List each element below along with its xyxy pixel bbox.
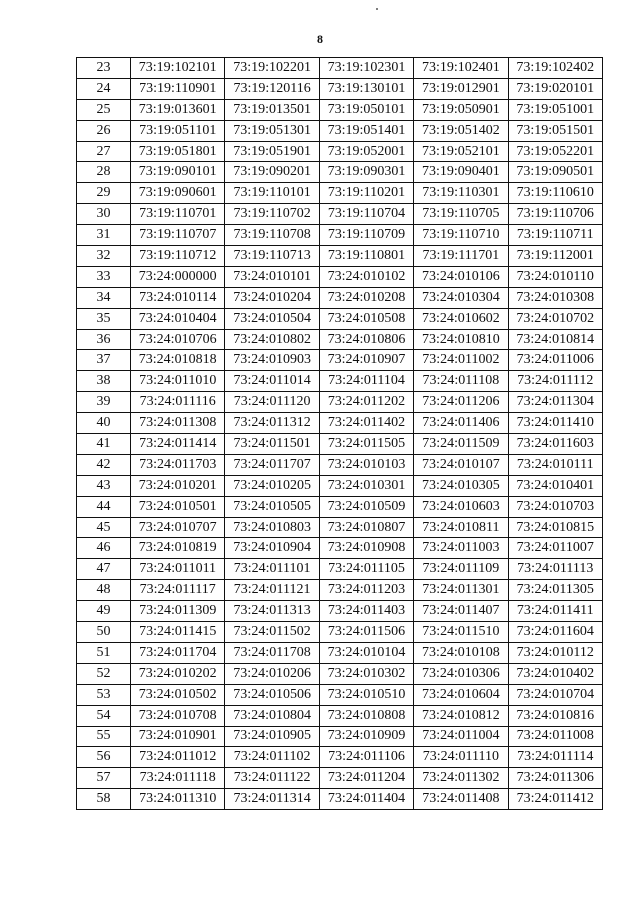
cadastral-code-cell: 73:24:010818 xyxy=(131,350,225,371)
cadastral-code-cell: 73:24:010703 xyxy=(508,496,602,517)
cadastral-code-cell: 73:24:010704 xyxy=(508,684,602,705)
cadastral-code-cell: 73:19:110704 xyxy=(319,204,413,225)
cadastral-code-cell: 73:24:011306 xyxy=(508,768,602,789)
cadastral-code-cell: 73:24:010302 xyxy=(319,663,413,684)
table-row xyxy=(77,225,603,246)
row-number-cell: 53 xyxy=(77,684,131,705)
row-number-cell: 23 xyxy=(77,58,131,79)
cadastral-code-cell: 73:24:011414 xyxy=(131,434,225,455)
table-row xyxy=(77,266,603,287)
cadastral-code-cell: 73:19:090401 xyxy=(414,162,508,183)
cadastral-code-cell: 73:24:010504 xyxy=(225,308,319,329)
cadastral-code-cell: 73:24:011703 xyxy=(131,454,225,475)
cadastral-code-cell: 73:24:011707 xyxy=(225,454,319,475)
table-row xyxy=(77,329,603,350)
table-row xyxy=(77,684,603,705)
table-row xyxy=(77,287,603,308)
cadastral-code-cell: 73:19:110901 xyxy=(131,78,225,99)
cadastral-code-cell: 73:19:051901 xyxy=(225,141,319,162)
row-number-cell: 27 xyxy=(77,141,131,162)
cadastral-code-cell: 73:19:051101 xyxy=(131,120,225,141)
cadastral-code-cell: 73:24:011603 xyxy=(508,434,602,455)
cadastral-code-cell: 73:19:090101 xyxy=(131,162,225,183)
cadastral-code-cell: 73:24:010907 xyxy=(319,350,413,371)
cadastral-code-cell: 73:24:011101 xyxy=(225,559,319,580)
cadastral-code-cell: 73:24:010812 xyxy=(414,705,508,726)
cadastral-code-cell: 73:19:110610 xyxy=(508,183,602,204)
cadastral-code-cell: 73:24:011004 xyxy=(414,726,508,747)
row-number-cell: 34 xyxy=(77,287,131,308)
table-row xyxy=(77,768,603,789)
cadastral-code-cell: 73:24:011008 xyxy=(508,726,602,747)
table-row xyxy=(77,517,603,538)
cadastral-code-cell: 73:24:011412 xyxy=(508,789,602,810)
cadastral-code-cell: 73:24:010904 xyxy=(225,538,319,559)
cadastral-code-cell: 73:24:010205 xyxy=(225,475,319,496)
row-number-cell: 32 xyxy=(77,246,131,267)
cadastral-code-cell: 73:19:102101 xyxy=(131,58,225,79)
cadastral-code-cell: 73:24:011202 xyxy=(319,392,413,413)
cadastral-code-cell: 73:24:010104 xyxy=(319,642,413,663)
cadastral-code-cell: 73:24:010903 xyxy=(225,350,319,371)
cadastral-code-cell: 73:24:010604 xyxy=(414,684,508,705)
cadastral-code-cell: 73:24:010905 xyxy=(225,726,319,747)
table-row xyxy=(77,454,603,475)
cadastral-code-cell: 73:24:011314 xyxy=(225,789,319,810)
cadastral-code-cell: 73:24:010301 xyxy=(319,475,413,496)
row-number-cell: 28 xyxy=(77,162,131,183)
cadastral-code-cell: 73:24:010110 xyxy=(508,266,602,287)
cadastral-code-cell: 73:24:011505 xyxy=(319,434,413,455)
cadastral-code-cell: 73:24:010306 xyxy=(414,663,508,684)
table-row xyxy=(77,475,603,496)
cadastral-code-cell: 73:24:011415 xyxy=(131,622,225,643)
cadastral-code-cell: 73:19:050901 xyxy=(414,99,508,120)
cadastral-code-cell: 73:24:010706 xyxy=(131,329,225,350)
cadastral-code-cell: 73:19:051501 xyxy=(508,120,602,141)
cadastral-code-cell: 73:24:011509 xyxy=(414,434,508,455)
cadastral-code-cell: 73:24:010308 xyxy=(508,287,602,308)
cadastral-code-cell: 73:24:010909 xyxy=(319,726,413,747)
cadastral-code-cell: 73:24:010505 xyxy=(225,496,319,517)
cadastral-code-cell: 73:24:010402 xyxy=(508,663,602,684)
cadastral-code-cell: 73:24:011407 xyxy=(414,601,508,622)
cadastral-code-cell: 73:24:011313 xyxy=(225,601,319,622)
table-row xyxy=(77,308,603,329)
cadastral-code-cell: 73:19:052101 xyxy=(414,141,508,162)
cadastral-code-cell: 73:24:010202 xyxy=(131,663,225,684)
cadastral-code-cell: 73:19:110201 xyxy=(319,183,413,204)
cadastral-code-cell: 73:19:110710 xyxy=(414,225,508,246)
cadastral-code-cell: 73:19:112001 xyxy=(508,246,602,267)
cadastral-code-cell: 73:24:010807 xyxy=(319,517,413,538)
row-number-cell: 57 xyxy=(77,768,131,789)
cadastral-code-cell: 73:24:011301 xyxy=(414,580,508,601)
cadastral-code-cell: 73:19:013501 xyxy=(225,99,319,120)
cadastral-code-cell: 73:24:011122 xyxy=(225,768,319,789)
cadastral-code-cell: 73:19:110707 xyxy=(131,225,225,246)
table-row xyxy=(77,183,603,204)
table-row xyxy=(77,559,603,580)
cadastral-code-cell: 73:19:102301 xyxy=(319,58,413,79)
row-number-cell: 33 xyxy=(77,266,131,287)
row-number-cell: 29 xyxy=(77,183,131,204)
cadastral-code-cell: 73:24:011310 xyxy=(131,789,225,810)
cadastral-code-cell: 73:24:011109 xyxy=(414,559,508,580)
row-number-cell: 44 xyxy=(77,496,131,517)
cadastral-code-cell: 73:24:010206 xyxy=(225,663,319,684)
row-number-cell: 31 xyxy=(77,225,131,246)
cadastral-code-cell: 73:24:010707 xyxy=(131,517,225,538)
cadastral-code-cell: 73:24:011118 xyxy=(131,768,225,789)
row-number-cell: 46 xyxy=(77,538,131,559)
cadastral-code-cell: 73:24:011502 xyxy=(225,622,319,643)
cadastral-code-cell: 73:24:011102 xyxy=(225,747,319,768)
cadastral-code-cell: 73:24:011110 xyxy=(414,747,508,768)
row-number-cell: 55 xyxy=(77,726,131,747)
table-row xyxy=(77,726,603,747)
cadastral-code-cell: 73:24:011006 xyxy=(508,350,602,371)
row-number-cell: 30 xyxy=(77,204,131,225)
cadastral-code-cell: 73:24:011403 xyxy=(319,601,413,622)
cadastral-code-cell: 73:24:011007 xyxy=(508,538,602,559)
cadastral-code-cell: 73:24:011305 xyxy=(508,580,602,601)
cadastral-code-cell: 73:24:011404 xyxy=(319,789,413,810)
cadastral-code-cell: 73:24:011116 xyxy=(131,392,225,413)
cadastral-code-cell: 73:24:011120 xyxy=(225,392,319,413)
table-row xyxy=(77,371,603,392)
cadastral-code-cell: 73:24:010816 xyxy=(508,705,602,726)
cadastral-code-cell: 73:24:010804 xyxy=(225,705,319,726)
cadastral-code-cell: 73:19:050101 xyxy=(319,99,413,120)
cadastral-code-cell: 73:24:011112 xyxy=(508,371,602,392)
cadastral-code-cell: 73:24:010702 xyxy=(508,308,602,329)
table-row xyxy=(77,434,603,455)
row-number-cell: 41 xyxy=(77,434,131,455)
cadastral-code-cell: 73:24:010814 xyxy=(508,329,602,350)
cadastral-code-cell: 73:24:010106 xyxy=(414,266,508,287)
row-number-cell: 48 xyxy=(77,580,131,601)
cadastral-code-cell: 73:24:010401 xyxy=(508,475,602,496)
cadastral-code-cell: 73:24:010501 xyxy=(131,496,225,517)
cadastral-code-cell: 73:24:011604 xyxy=(508,622,602,643)
cadastral-code-cell: 73:19:051402 xyxy=(414,120,508,141)
table-row xyxy=(77,705,603,726)
cadastral-code-cell: 73:24:011312 xyxy=(225,413,319,434)
cadastral-code-cell: 73:24:010602 xyxy=(414,308,508,329)
cadastral-code-cell: 73:24:010803 xyxy=(225,517,319,538)
cadastral-code-cell: 73:19:090201 xyxy=(225,162,319,183)
table-row xyxy=(77,78,603,99)
cadastral-code-cell: 73:19:120116 xyxy=(225,78,319,99)
cadastral-code-cell: 73:19:051301 xyxy=(225,120,319,141)
table-row xyxy=(77,622,603,643)
cadastral-code-cell: 73:24:010208 xyxy=(319,287,413,308)
cadastral-code-cell: 73:24:011106 xyxy=(319,747,413,768)
cadastral-code-cell: 73:19:110709 xyxy=(319,225,413,246)
cadastral-code-cell: 73:24:010502 xyxy=(131,684,225,705)
cadastral-code-cell: 73:19:012901 xyxy=(414,78,508,99)
cadastral-code-cell: 73:24:010509 xyxy=(319,496,413,517)
cadastral-code-cell: 73:24:011204 xyxy=(319,768,413,789)
cadastral-code-cell: 73:24:000000 xyxy=(131,266,225,287)
cadastral-code-cell: 73:24:011203 xyxy=(319,580,413,601)
cadastral-code-cell: 73:19:020101 xyxy=(508,78,602,99)
row-number-cell: 56 xyxy=(77,747,131,768)
row-number-cell: 50 xyxy=(77,622,131,643)
cadastral-code-cell: 73:19:102402 xyxy=(508,58,602,79)
cadastral-code-cell: 73:19:110711 xyxy=(508,225,602,246)
table-row xyxy=(77,789,603,810)
cadastral-code-cell: 73:24:010107 xyxy=(414,454,508,475)
table-row xyxy=(77,580,603,601)
cadastral-code-cell: 73:24:010802 xyxy=(225,329,319,350)
cadastral-code-cell: 73:24:011510 xyxy=(414,622,508,643)
cadastral-code-cell: 73:19:051001 xyxy=(508,99,602,120)
cadastral-code-cell: 73:24:011402 xyxy=(319,413,413,434)
cadastral-table xyxy=(76,57,603,810)
cadastral-code-cell: 73:24:010204 xyxy=(225,287,319,308)
cadastral-code-cell: 73:24:011411 xyxy=(508,601,602,622)
scan-speck xyxy=(376,8,378,10)
cadastral-code-cell: 73:24:011002 xyxy=(414,350,508,371)
cadastral-code-cell: 73:24:010810 xyxy=(414,329,508,350)
cadastral-code-cell: 73:19:110701 xyxy=(131,204,225,225)
table-row xyxy=(77,392,603,413)
cadastral-code-cell: 73:24:010806 xyxy=(319,329,413,350)
cadastral-code-cell: 73:19:090601 xyxy=(131,183,225,204)
cadastral-code-cell: 73:24:011014 xyxy=(225,371,319,392)
cadastral-code-cell: 73:19:102401 xyxy=(414,58,508,79)
cadastral-code-cell: 73:19:110712 xyxy=(131,246,225,267)
table-body xyxy=(77,58,603,810)
cadastral-code-cell: 73:19:130101 xyxy=(319,78,413,99)
cadastral-code-cell: 73:24:011108 xyxy=(414,371,508,392)
table-row xyxy=(77,538,603,559)
cadastral-code-cell: 73:24:011708 xyxy=(225,642,319,663)
cadastral-code-cell: 73:24:010103 xyxy=(319,454,413,475)
cadastral-code-cell: 73:24:011003 xyxy=(414,538,508,559)
cadastral-code-cell: 73:24:011104 xyxy=(319,371,413,392)
cadastral-code-cell: 73:24:011302 xyxy=(414,768,508,789)
table-row xyxy=(77,120,603,141)
cadastral-code-cell: 73:24:011501 xyxy=(225,434,319,455)
cadastral-code-cell: 73:24:010114 xyxy=(131,287,225,308)
cadastral-code-cell: 73:19:102201 xyxy=(225,58,319,79)
cadastral-code-cell: 73:24:010603 xyxy=(414,496,508,517)
cadastral-code-cell: 73:24:010404 xyxy=(131,308,225,329)
row-number-cell: 25 xyxy=(77,99,131,120)
cadastral-code-cell: 73:24:011304 xyxy=(508,392,602,413)
table-row xyxy=(77,601,603,622)
cadastral-code-cell: 73:19:110713 xyxy=(225,246,319,267)
table-row xyxy=(77,642,603,663)
table-row xyxy=(77,99,603,120)
row-number-cell: 45 xyxy=(77,517,131,538)
cadastral-code-cell: 73:24:010808 xyxy=(319,705,413,726)
cadastral-code-cell: 73:19:111701 xyxy=(414,246,508,267)
cadastral-code-cell: 73:24:010305 xyxy=(414,475,508,496)
row-number-cell: 54 xyxy=(77,705,131,726)
cadastral-code-cell: 73:24:010815 xyxy=(508,517,602,538)
row-number-cell: 47 xyxy=(77,559,131,580)
row-number-cell: 37 xyxy=(77,350,131,371)
cadastral-code-cell: 73:24:010108 xyxy=(414,642,508,663)
cadastral-code-cell: 73:24:010901 xyxy=(131,726,225,747)
cadastral-code-cell: 73:19:052201 xyxy=(508,141,602,162)
cadastral-code-cell: 73:24:011410 xyxy=(508,413,602,434)
cadastral-code-cell: 73:24:011011 xyxy=(131,559,225,580)
row-number-cell: 26 xyxy=(77,120,131,141)
table-row xyxy=(77,58,603,79)
page-number: 8 xyxy=(317,32,323,46)
cadastral-code-cell: 73:24:010510 xyxy=(319,684,413,705)
cadastral-code-cell: 73:19:110301 xyxy=(414,183,508,204)
row-number-cell: 58 xyxy=(77,789,131,810)
row-number-cell: 24 xyxy=(77,78,131,99)
row-number-cell: 49 xyxy=(77,601,131,622)
cadastral-code-cell: 73:24:011012 xyxy=(131,747,225,768)
row-number-cell: 42 xyxy=(77,454,131,475)
cadastral-code-cell: 73:24:010811 xyxy=(414,517,508,538)
cadastral-code-cell: 73:19:110708 xyxy=(225,225,319,246)
table-row xyxy=(77,350,603,371)
cadastral-code-cell: 73:24:010819 xyxy=(131,538,225,559)
cadastral-code-cell: 73:19:013601 xyxy=(131,99,225,120)
row-number-cell: 52 xyxy=(77,663,131,684)
cadastral-code-cell: 73:24:010908 xyxy=(319,538,413,559)
cadastral-code-cell: 73:24:011308 xyxy=(131,413,225,434)
cadastral-code-cell: 73:24:011704 xyxy=(131,642,225,663)
row-number-cell: 38 xyxy=(77,371,131,392)
cadastral-code-cell: 73:19:051401 xyxy=(319,120,413,141)
cadastral-code-cell: 73:19:110702 xyxy=(225,204,319,225)
cadastral-code-cell: 73:24:011113 xyxy=(508,559,602,580)
table-row xyxy=(77,496,603,517)
table-row xyxy=(77,162,603,183)
table-row xyxy=(77,204,603,225)
table-row xyxy=(77,747,603,768)
cadastral-code-cell: 73:24:010112 xyxy=(508,642,602,663)
table-row xyxy=(77,141,603,162)
row-number-cell: 51 xyxy=(77,642,131,663)
cadastral-code-cell: 73:24:011406 xyxy=(414,413,508,434)
cadastral-code-cell: 73:24:010304 xyxy=(414,287,508,308)
cadastral-code-cell: 73:24:010506 xyxy=(225,684,319,705)
cadastral-code-cell: 73:19:110706 xyxy=(508,204,602,225)
cadastral-code-cell: 73:24:011309 xyxy=(131,601,225,622)
cadastral-code-cell: 73:24:011408 xyxy=(414,789,508,810)
row-number-cell: 35 xyxy=(77,308,131,329)
cadastral-code-cell: 73:24:011206 xyxy=(414,392,508,413)
cadastral-code-cell: 73:19:052001 xyxy=(319,141,413,162)
table-row xyxy=(77,663,603,684)
table-row xyxy=(77,413,603,434)
cadastral-code-cell: 73:24:011114 xyxy=(508,747,602,768)
cadastral-code-cell: 73:24:011010 xyxy=(131,371,225,392)
cadastral-code-cell: 73:24:010111 xyxy=(508,454,602,475)
cadastral-code-cell: 73:24:011506 xyxy=(319,622,413,643)
cadastral-code-cell: 73:19:110705 xyxy=(414,204,508,225)
cadastral-code-cell: 73:24:010708 xyxy=(131,705,225,726)
table-row xyxy=(77,246,603,267)
cadastral-code-cell: 73:24:010508 xyxy=(319,308,413,329)
cadastral-code-cell: 73:24:011121 xyxy=(225,580,319,601)
cadastral-code-cell: 73:24:010102 xyxy=(319,266,413,287)
cadastral-code-cell: 73:19:110801 xyxy=(319,246,413,267)
cadastral-code-cell: 73:19:090501 xyxy=(508,162,602,183)
cadastral-code-cell: 73:19:110101 xyxy=(225,183,319,204)
cadastral-code-cell: 73:24:011105 xyxy=(319,559,413,580)
row-number-cell: 43 xyxy=(77,475,131,496)
row-number-cell: 36 xyxy=(77,329,131,350)
cadastral-code-cell: 73:24:010101 xyxy=(225,266,319,287)
row-number-cell: 39 xyxy=(77,392,131,413)
cadastral-code-cell: 73:24:010201 xyxy=(131,475,225,496)
cadastral-code-cell: 73:24:011117 xyxy=(131,580,225,601)
row-number-cell: 40 xyxy=(77,413,131,434)
cadastral-code-cell: 73:19:090301 xyxy=(319,162,413,183)
cadastral-code-cell: 73:19:051801 xyxy=(131,141,225,162)
